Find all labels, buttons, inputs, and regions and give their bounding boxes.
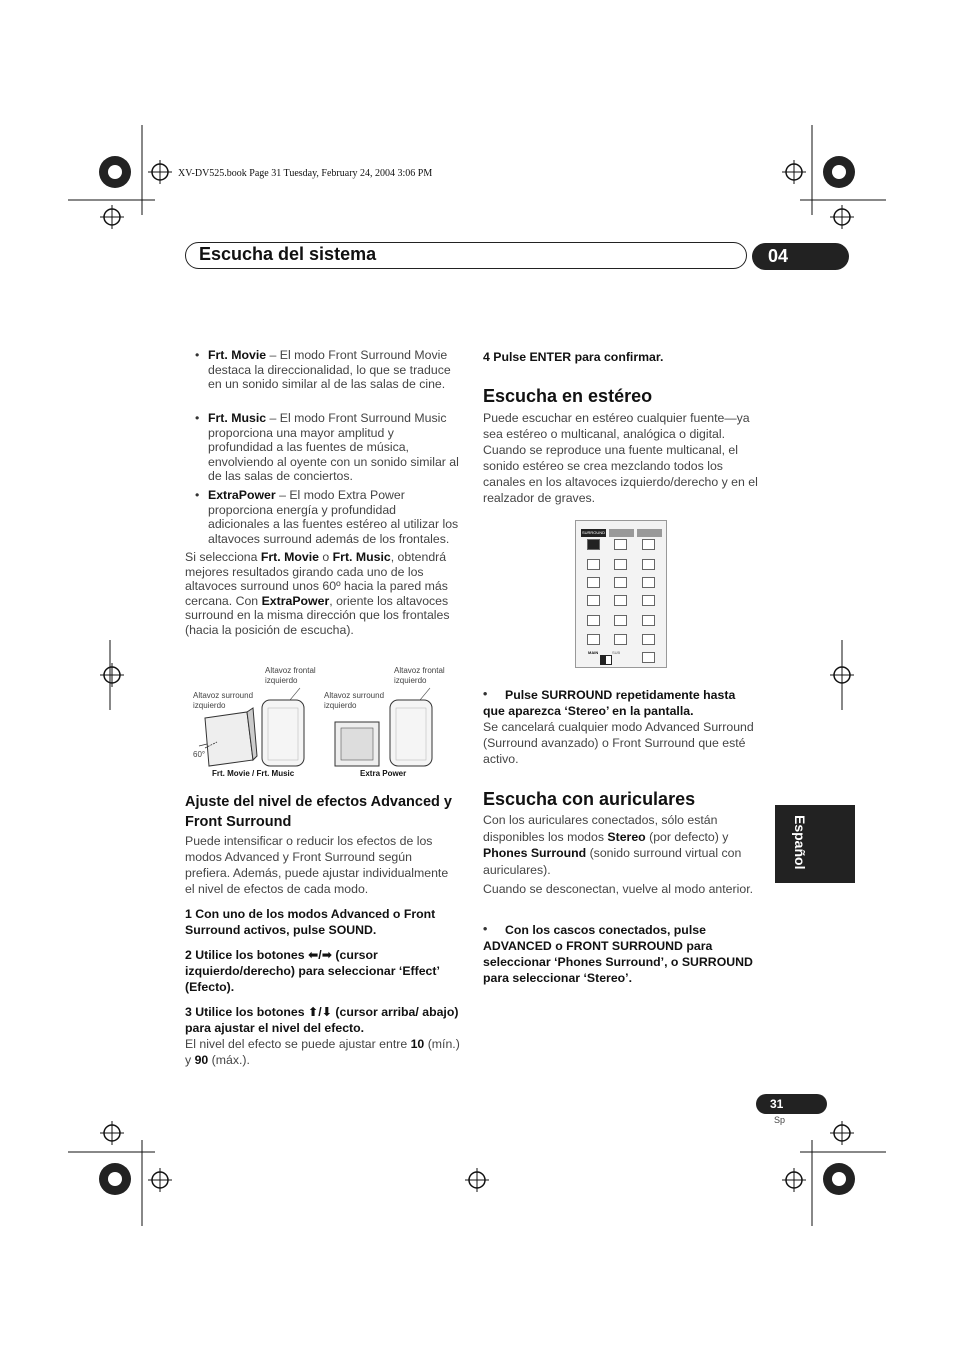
bullet-icon: •	[483, 922, 488, 936]
language-side-tab	[775, 805, 855, 883]
front-speaker-icon	[390, 700, 432, 766]
language-tab-label: Español	[792, 815, 808, 870]
main-label: MAIN	[588, 650, 599, 655]
figure-label-front-left: Altavoz frontal izquierdo	[394, 666, 445, 685]
bullet-icon: •	[483, 687, 488, 701]
crosshair-icon	[148, 160, 172, 184]
bullet-frt-music: Frt. Music – El modo Front Surround Music proporciona una mayor amplitud y profundidad a las fuentes de música, envolviendo al oyente con un sonido similar al de las salas de conciertos.	[208, 411, 459, 484]
surround-speaker-rotated-icon	[205, 708, 257, 766]
crosshair-icon	[100, 663, 124, 687]
section-heading-headphones: Escucha con auriculares	[483, 789, 696, 809]
section-heading-stereo: Escucha en estéreo	[483, 386, 653, 406]
language-code: Sp	[774, 1115, 786, 1125]
paragraph-effect-range: El nivel del efecto se puede ajustar entre 10 (mín.) y 90 (máx.).	[185, 1037, 460, 1067]
crosshair-icon	[830, 205, 854, 229]
surround-speaker-facing-icon	[335, 722, 379, 766]
registration-wheel-icon	[822, 1162, 856, 1196]
registration-wheel-icon	[98, 1162, 132, 1196]
speaker-placement-figure	[195, 680, 465, 770]
crosshair-icon	[830, 1121, 854, 1145]
figure-label-front-left: Altavoz frontal izquierdo	[265, 666, 316, 685]
chapter-title: Escucha del sistema	[199, 244, 377, 264]
surround-button-label: SURROUND	[581, 530, 606, 535]
paragraph-cancel: Se cancelará cualquier modo Advanced Surround (Surround avanzado) o Front Surround que esté activo.	[483, 720, 754, 766]
bullet-frt-movie: Frt. Movie – El modo Front Surround Movie destaca la direccionalidad, lo que se traduce en un sonido similar al de las salas de cine.	[208, 348, 451, 392]
paragraph-stereo: Puede escuchar en estéreo cualquier fuente—ya sea estéreo o multicanal, analógica o digital. Cuando se reproduce una fuente multicanal, el sonido estéreo se crea mezclando todos los canales en los altavoces izquierdo/derecho y en el realzador de graves.	[483, 411, 758, 505]
sub-label: SUB	[612, 650, 621, 655]
bullet-extrapower: ExtraPower – El modo Extra Power proporciona energía y profundidad adicionales a las fuentes estéreo al utilizar los altavoces surround además de los frontales.	[208, 488, 459, 546]
crosshair-icon	[782, 1168, 806, 1192]
figure-label-surround-left: Altavoz surround izquierdo	[193, 691, 254, 710]
book-metadata-line: XV-DV525.book Page 31 Tuesday, February 24, 2004 3:06 PM	[178, 168, 433, 179]
remote-control-illustration	[575, 520, 667, 668]
bullet-icon: •	[195, 348, 200, 362]
bullet-surround-stereo: Pulse SURROUND repetidamente hasta que aparezca ‘Stereo’ en la pantalla.	[483, 688, 736, 718]
front-speaker-icon	[262, 700, 304, 766]
chapter-number: 04	[752, 243, 849, 270]
page-number: 31	[756, 1094, 827, 1114]
crosshair-icon	[465, 1168, 489, 1192]
crosshair-icon	[782, 160, 806, 184]
crosshair-icon	[830, 663, 854, 687]
section-heading-effect-level: Ajuste del nivel de efectos Advanced y Front Surround	[185, 794, 452, 830]
crosshair-icon	[148, 1168, 172, 1192]
paragraph-headphones: Con los auriculares conectados, sólo están disponibles los modos Stereo (por defecto) y Phones Surround (sonido surround virtual con auriculares).	[483, 813, 742, 877]
surround-button	[587, 539, 600, 550]
figure-caption-extra-power: Extra Power	[360, 769, 407, 778]
step-3: 3 Utilice los botones ⬆/⬇ (cursor arriba/ abajo) para ajustar el nivel del efecto.	[185, 1005, 459, 1035]
crosshair-icon	[100, 205, 124, 229]
figure-angle-label: 60°	[193, 750, 206, 759]
step-4: 4 Pulse ENTER para confirmar.	[483, 350, 664, 364]
figure-caption-frt-movie-music: Frt. Movie / Frt. Music	[212, 769, 295, 778]
crosshair-icon	[100, 1121, 124, 1145]
paragraph-intensify: Puede intensificar o reducir los efectos de los modos Advanced y Front Surround según prefiera. Además, puede ajustar individualmente el nivel de efectos de cada modo.	[185, 834, 449, 896]
paragraph-orientation: Si selecciona Frt. Movie o Frt. Music, obtendrá mejores resultados girando cada uno de los altavoces surround unos 60º hacia la pared más cercana. Con ExtraPower, oriente los altavoces surround en la misma dirección que los frontales (hacia la posición de escucha).	[185, 550, 450, 637]
bullet-headphones-surround: Con los cascos conectados, pulse ADVANCED o FRONT SURROUND para seleccionar ‘Phones Surround’, o SURROUND para seleccionar ‘Stereo’.	[483, 923, 753, 985]
registration-wheel-icon	[98, 155, 132, 189]
bullet-icon: •	[195, 411, 200, 425]
paragraph-disconnect: Cuando se desconectan, vuelve al modo anterior.	[483, 882, 754, 896]
figure-label-surround-left: Altavoz surround izquierdo	[324, 691, 385, 710]
bullet-icon: •	[195, 488, 200, 502]
step-1: 1 Con uno de los modos Advanced o Front Surround activos, pulse SOUND.	[185, 907, 436, 937]
registration-wheel-icon	[822, 155, 856, 189]
step-2: 2 Utilice los botones ⬅/➡ (cursor izquierdo/derecho) para seleccionar ‘Effect’ (Efecto).	[185, 948, 440, 994]
